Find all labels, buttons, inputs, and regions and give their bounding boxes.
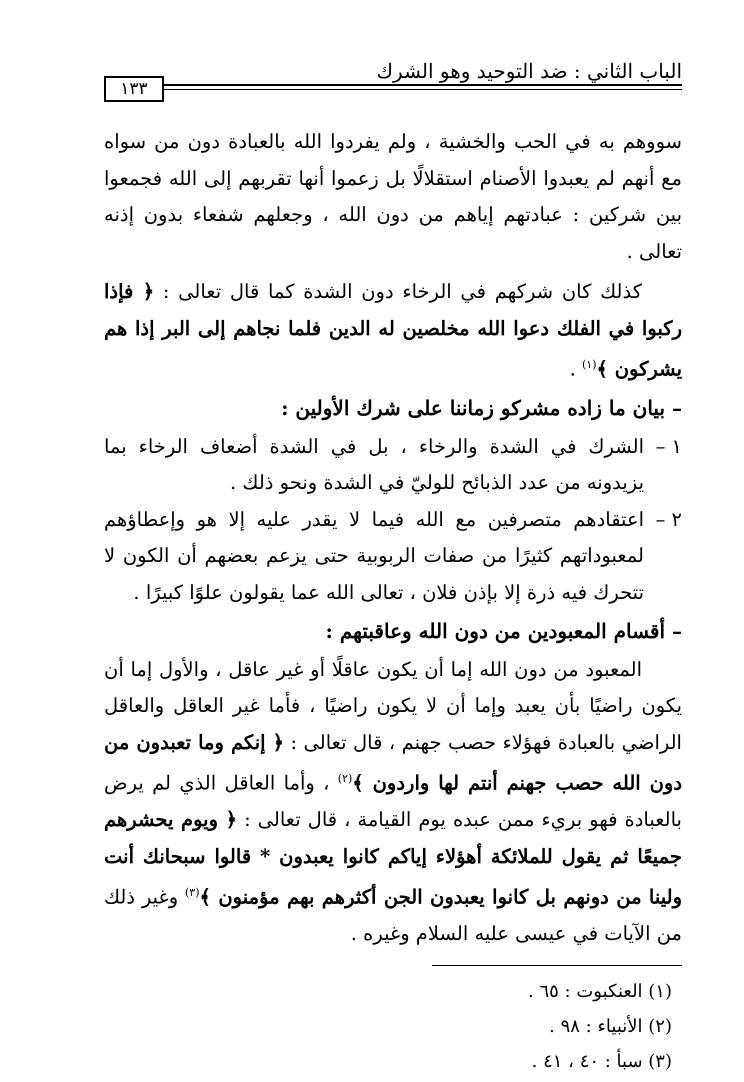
page-body — [104, 124, 682, 1079]
paragraph — [104, 274, 682, 388]
footnote-ref: (٣) — [184, 886, 200, 899]
paragraph-text: كذلك كان شركهم في الرخاء دون الشدة كما قال تعالى : — [162, 280, 642, 303]
header-rule-thin — [164, 89, 682, 90]
paragraph-text: وغير ذلك من الآيات في عيسى عليه السلام وغيره . — [104, 885, 682, 945]
paragraph-text: المعبود من دون الله إما أن يكون عاقلًا أو غير عاقل ، والأول إما أن يكون راضيًا بأن يعبد وإما أن لا يكون راضيًا ، فأما غير العاقل والعاقل الراضي بالعبادة فهؤلاء حصب جهنم ، قال تعالى : — [104, 657, 682, 754]
chapter-title: الباب الثاني : ضد التوحيد وهو الشرك — [376, 59, 682, 83]
section-heading: – بيان ما زاده مشركو زماننا على شرك الأولين : — [281, 396, 682, 420]
footnote: (٢) الأنبياء : ٩٨ . — [549, 1015, 672, 1037]
punctuation: . — [569, 357, 576, 381]
paragraph — [104, 652, 682, 953]
list-text: اعتقادهم متصرفين مع الله فيما لا يقدر عليه إلا هو وإعطاؤهم لمعبوداتهم كثيرًا من صفات الربوبية حتى يزعم بعضهم أن الكون لا تتحرك فيه ذرة إلا بإذن فلان ، تعالى الله عما يقولون علوًا كبيرًا . — [104, 507, 644, 604]
footnote-separator — [432, 965, 682, 966]
footnote: (١) العنكبوت : ٦٥ . — [528, 980, 672, 1002]
page-number: ١٣٣ — [104, 76, 164, 102]
footnote: (٣) سبأ : ٤٠ ، ٤١ . — [531, 1050, 672, 1072]
running-header — [104, 56, 682, 98]
quran-verse: ﴿ فإذا ركبوا في الفلك دعوا الله مخلصين له الدين فلما نجاهم إلى البر إذا هم يشركون ﴾ — [104, 280, 682, 381]
list-item — [104, 502, 682, 612]
list-item — [104, 429, 682, 502]
header-rule — [164, 84, 682, 86]
list-text: الشرك في الشدة والرخاء ، بل في الشدة أضعاف الرخاء بما يزيدونه من عدد الذبائح للوليّ في الشدة ونحو ذلك . — [104, 434, 644, 494]
list-number: ١ – — [655, 434, 682, 458]
footnote-ref: (٢) — [337, 772, 353, 785]
section-heading: – أقسام المعبودين من دون الله وعاقبتهم : — [325, 619, 682, 643]
quran-verse: ﴿ ويوم يحشرهم جميعًا ثم يقول للملائكة أهؤلاء إياكم كانوا يعبدون * قالوا سبحانك أنت ولينا من دونهم بل كانوا يعبدون الجن أكثرهم بهم مؤمنون ﴾ — [104, 808, 683, 909]
paragraph-text: ، وأما العاقل الذي لم يرض بالعبادة فهو بريء ممن عبده يوم القيامة ، قال تعالى : — [104, 771, 682, 831]
paragraph: سووهم به في الحب والخشية ، ولم يفردوا الله بالعبادة دون من سواه مع أنهم لم يعبدوا الأصنام استقلالًا بل زعموا أنها تقربهم إلى الله فجمعوا بين شركين : عبادتهم إياهم من دون الله ، وجعلهم شفعاء بدون إذنه تعالى . — [104, 130, 682, 263]
footnote-ref: (١) — [582, 358, 597, 371]
quran-verse: ﴿ إنكم وما تعبدون من دون الله حصب جهنم أنتم لها واردون ﴾ — [104, 730, 683, 795]
list-number: ٢ – — [655, 507, 682, 531]
